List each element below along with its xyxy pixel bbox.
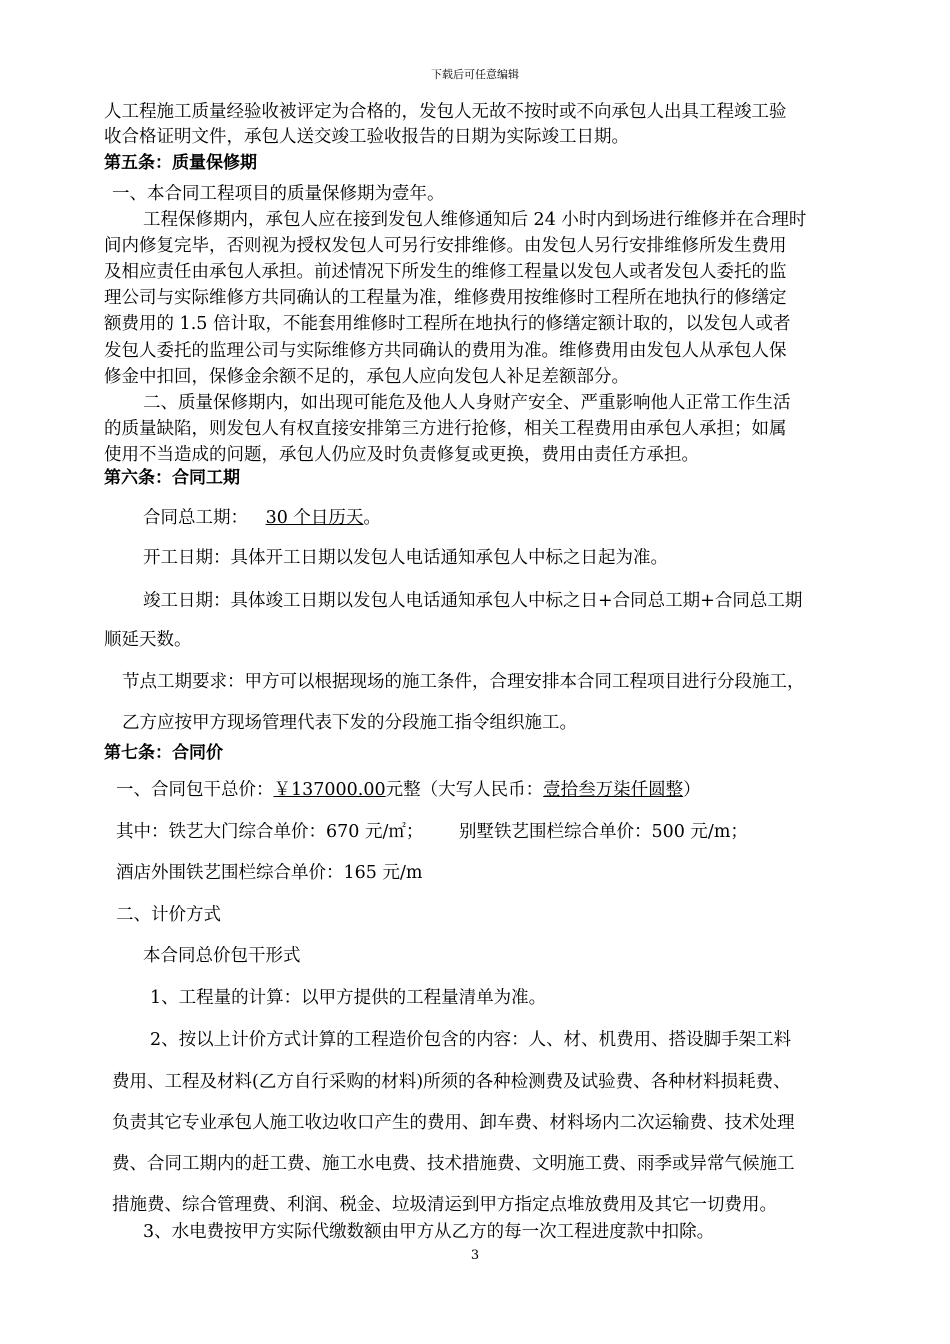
text-line: 竣工日期：具体竣工日期以发包人电话通知承包人中标之日+合同总工期+合同总工期 [143,591,803,611]
hotel-fence-unit-price: 酒店外围铁艺围栏综合单价：165 元/m [116,863,423,883]
text-line: 间内修复完毕，否则视为授权发包人可另行安排维修。由发包人另行安排维修所发生费用 [104,236,787,256]
section-heading-5: 第五条：质量保修期 [104,153,257,173]
total-price-words: 壹拾叁万柒仟圆整 [543,780,684,800]
text-line: 乙方应按甲方现场管理代表下发的分段施工指令组织施工。 [122,713,577,733]
text-line: 本合同总价包干形式 [143,946,301,966]
text-line: 理公司与实际维修方共同确认的工程量为准，维修费用按维修时工程所在地执行的修缮定 [104,288,787,308]
villa-fence-unit-price: 别墅铁艺围栏综合单价：500 元/m； [458,822,748,842]
text-line: 2、按以上计价方式计算的工程造价包含的内容：人、材、机费用、搭设脚手架工料 [150,1030,792,1050]
text-line: 3、水电费按甲方实际代缴数额由甲方从乙方的每一次工程进度款中扣除。 [143,1222,715,1242]
text-line: 顺延天数。 [104,630,192,650]
duration-label: 合同总工期： [143,508,248,528]
text-line: 开工日期：具体开工日期以发包人电话通知承包人中标之日起为准。 [143,548,668,568]
text-line: 人工程施工质量经验收被评定为合格的，发包人无故不按时或不向承包人出具工程竣工验 [104,102,787,122]
page-number: 3 [470,1248,480,1263]
gate-unit-price: 其中：铁艺大门综合单价：670 元/㎡； [116,822,424,842]
text-line: 费用、工程及材料(乙方自行采购的材料)所须的各种检测费及试验费、各种材料损耗费、 [112,1072,791,1092]
text-line [116,778,701,802]
text-line: 二、质量保修期内，如出现可能危及他人人身财产安全、严重影响他人正常工作生活 [143,393,791,413]
text-line: 措施费、综合管理费、利润、税金、垃圾清运到甲方指定点堆放费用及其它一切费用。 [112,1195,777,1215]
text-line: 收合格证明文件，承包人送交竣工验收报告的日期为实际竣工日期。 [104,127,629,147]
text-line: 及相应责任由承包人承担。前述情况下所发生的维修工程量以发包人或者发包人委托的监 [104,262,787,282]
text-line: 二、计价方式 [116,905,221,925]
text-line: 使用不当造成的问题，承包人仍应及时负责修复或更换，费用由责任方承担。 [104,445,699,465]
punctuation: ） [683,780,701,800]
section-heading-7: 第七条：合同价 [104,743,223,763]
text-line [143,506,381,530]
text-line: 的质量缺陷，则发包人有权直接安排第三方进行抢修，相关工程费用由承包人承担；如属 [104,419,787,439]
text-line: 额费用的 1.5 倍计取，不能套用维修时工程所在地执行的修缮定额计取的，以发包人或者 [104,314,791,334]
text-line: 节点工期要求：甲方可以根据现场的施工条件，合理安排本合同工程项目进行分段施工， [122,672,805,692]
duration-value: 30 个日历天 [265,508,364,528]
text-line: 发包人委托的监理公司与实际维修方共同确认的费用为准。维修费用由发包人从承包人保 [104,341,787,361]
total-price-value: ￥137000.00 [273,780,386,800]
text-line: 1、工程量的计算：以甲方提供的工程量清单为准。 [150,988,547,1008]
text-line: 工程保修期内，承包人应在接到发包人维修通知后 24 小时内到场进行维修并在合理时 [143,210,807,230]
total-price-label: 一、合同包干总价： [116,780,274,800]
text-segment: 元整（大写人民币： [385,780,544,800]
text-line: 负责其它专业承包人施工收边收口产生的费用、卸车费、材料场内二次运输费、技术处理 [112,1113,795,1133]
punctuation: 。 [363,508,381,528]
text-line: 费、合同工期内的赶工费、施工水电费、技术措施费、文明施工费、雨季或异常气候施工 [112,1154,795,1174]
text-line [116,820,748,844]
section-heading-6: 第六条：合同工期 [104,468,240,488]
page-header: 下载后可任意编辑 [431,68,519,81]
text-line: 修金中扣回，保修金余额不足的，承包人应向发包人补足差额部分。 [104,367,629,387]
text-line: 一、本合同工程项目的质量保修期为壹年。 [112,184,445,204]
